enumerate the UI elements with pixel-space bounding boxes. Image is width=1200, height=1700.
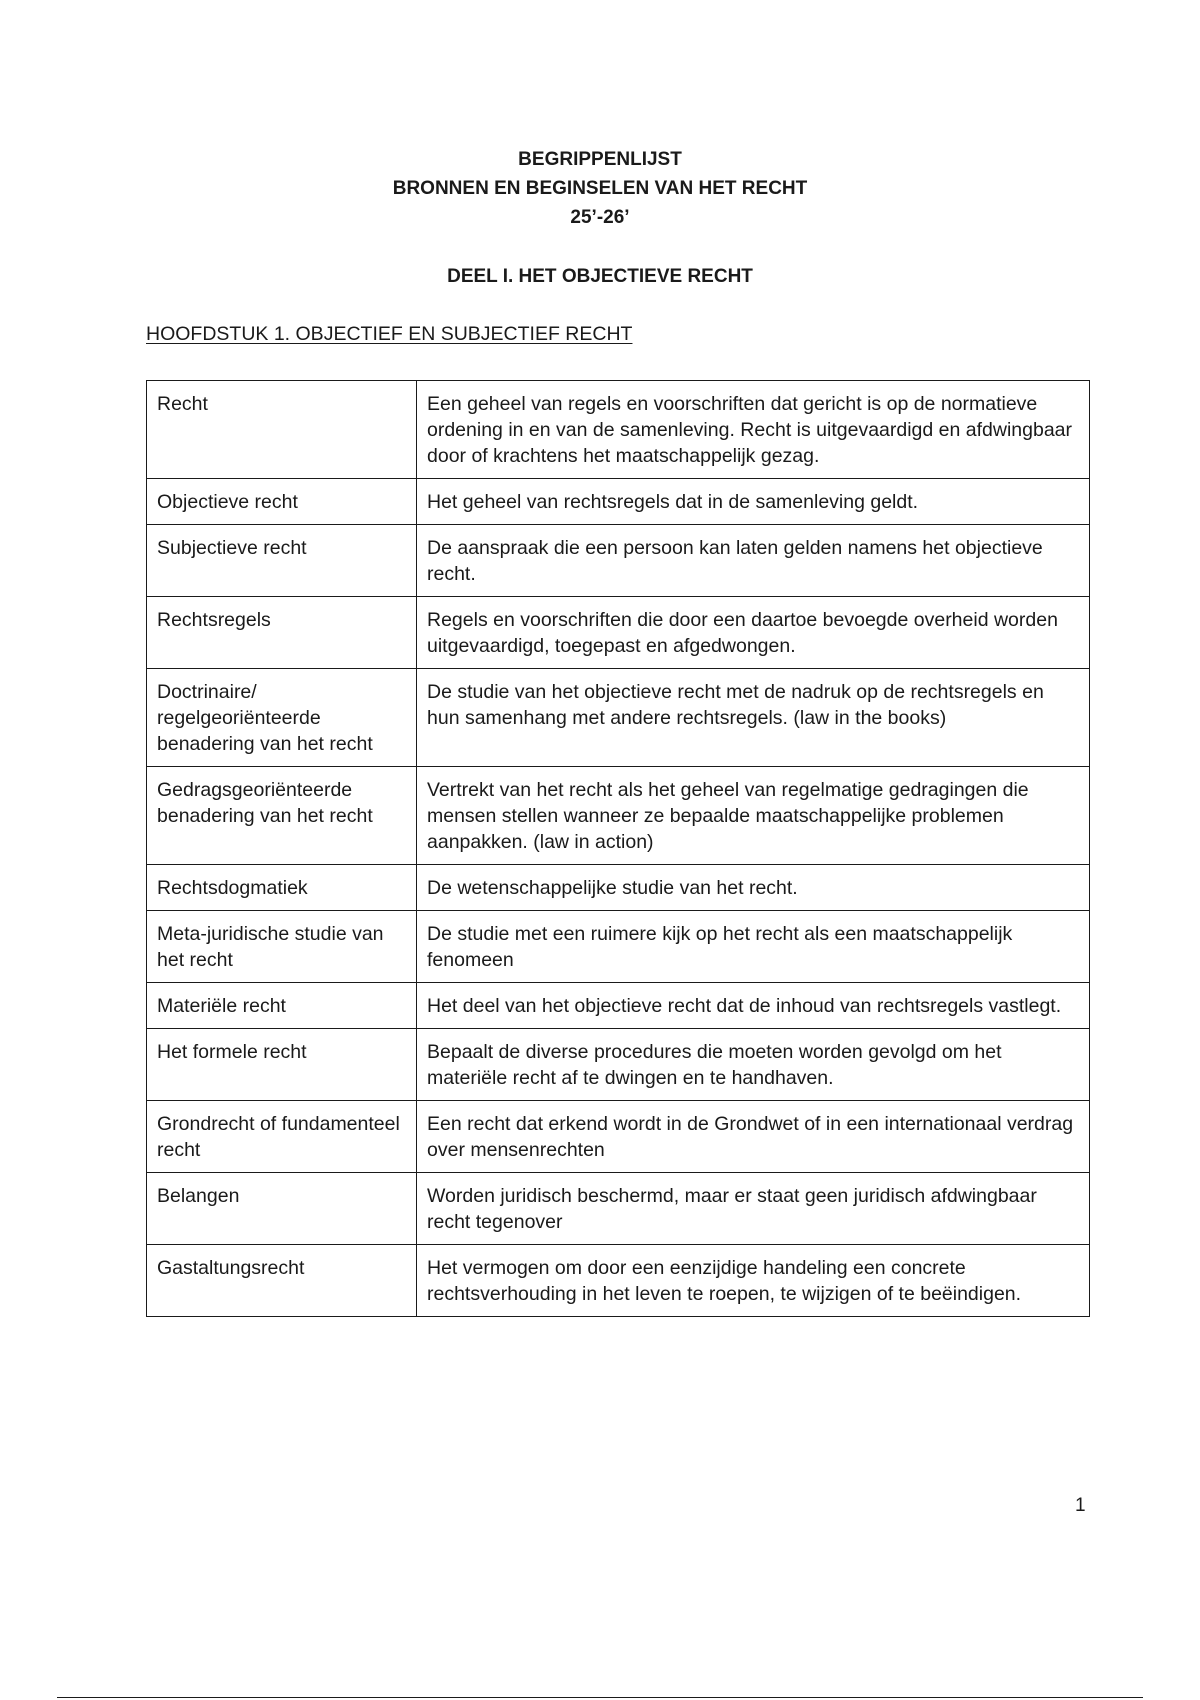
term-cell: Meta-juridische studie van het recht <box>147 911 417 983</box>
table-row <box>147 1101 1090 1173</box>
definition-cell: Het deel van het objectieve recht dat de inhoud van rechtsregels vastlegt. <box>417 983 1090 1029</box>
term-cell: Grondrecht of fundamenteel recht <box>147 1101 417 1173</box>
definition-cell: De studie van het objectieve recht met de nadruk op de rechtsregels en hun samenhang met andere rechtsregels. (law in the books) <box>417 669 1090 767</box>
table-row <box>147 911 1090 983</box>
table-row <box>147 1029 1090 1101</box>
table-row <box>147 597 1090 669</box>
definition-cell: De studie met een ruimere kijk op het recht als een maatschappelijk fenomeen <box>417 911 1090 983</box>
glossary-table <box>146 380 1090 1317</box>
page-number: 1 <box>1075 1495 1086 1516</box>
table-row <box>147 1173 1090 1245</box>
definition-cell: Bepaalt de diverse procedures die moeten worden gevolgd om het materiële recht af te dwingen en te handhaven. <box>417 1029 1090 1101</box>
table-row <box>147 381 1090 479</box>
term-cell: Gastaltungsrecht <box>147 1245 417 1317</box>
definition-cell: Het geheel van rechtsregels dat in de samenleving geldt. <box>417 479 1090 525</box>
term-cell: Doctrinaire/ regelgeoriënteerde benadering van het recht <box>147 669 417 767</box>
chapter-title: HOOFDSTUK 1. OBJECTIEF EN SUBJECTIEF RECHT <box>146 323 633 345</box>
table-row <box>147 479 1090 525</box>
term-cell: Objectieve recht <box>147 479 417 525</box>
title-line-2: BRONNEN EN BEGINSELEN VAN HET RECHT <box>392 178 808 199</box>
title-line-1: BEGRIPPENLIJST <box>518 149 682 170</box>
title-line-3: 25’-26’ <box>570 207 630 228</box>
definition-cell: Worden juridisch beschermd, maar er staat geen juridisch afdwingbaar recht tegenover <box>417 1173 1090 1245</box>
definition-cell: Het vermogen om door een eenzijdige handeling een concrete rechtsverhouding in het leven te roepen, te wijzigen of te beëindigen. <box>417 1245 1090 1317</box>
table-row <box>147 525 1090 597</box>
term-cell: Belangen <box>147 1173 417 1245</box>
part-title: DEEL I. HET OBJECTIEVE RECHT <box>447 266 753 287</box>
definition-cell: De wetenschappelijke studie van het recht. <box>417 865 1090 911</box>
definition-cell: Regels en voorschriften die door een daartoe bevoegde overheid worden uitgevaardigd, toegepast en afgedwongen. <box>417 597 1090 669</box>
definition-cell: De aanspraak die een persoon kan laten gelden namens het objectieve recht. <box>417 525 1090 597</box>
table-row <box>147 767 1090 865</box>
term-cell: Het formele recht <box>147 1029 417 1101</box>
footer-divider <box>57 1697 1143 1698</box>
table-row <box>147 1245 1090 1317</box>
definition-cell: Een geheel van regels en voorschriften dat gericht is op de normatieve ordening in en van de samenleving. Recht is uitgevaardigd en afdwingbaar door of krachtens het maatschappelijk gezag. <box>417 381 1090 479</box>
term-cell: Materiële recht <box>147 983 417 1029</box>
table-row <box>147 983 1090 1029</box>
definition-cell: Vertrekt van het recht als het geheel van regelmatige gedragingen die mensen stellen wanneer ze bepaalde maatschappelijke problemen aanpakken. (law in action) <box>417 767 1090 865</box>
definition-cell: Een recht dat erkend wordt in de Grondwet of in een internationaal verdrag over mensenrechten <box>417 1101 1090 1173</box>
table-row <box>147 669 1090 767</box>
term-cell: Rechtsregels <box>147 597 417 669</box>
document-title <box>0 145 1200 232</box>
term-cell: Recht <box>147 381 417 479</box>
table-row <box>147 865 1090 911</box>
term-cell: Subjectieve recht <box>147 525 417 597</box>
term-cell: Gedragsgeoriënteerde benadering van het recht <box>147 767 417 865</box>
term-cell: Rechtsdogmatiek <box>147 865 417 911</box>
